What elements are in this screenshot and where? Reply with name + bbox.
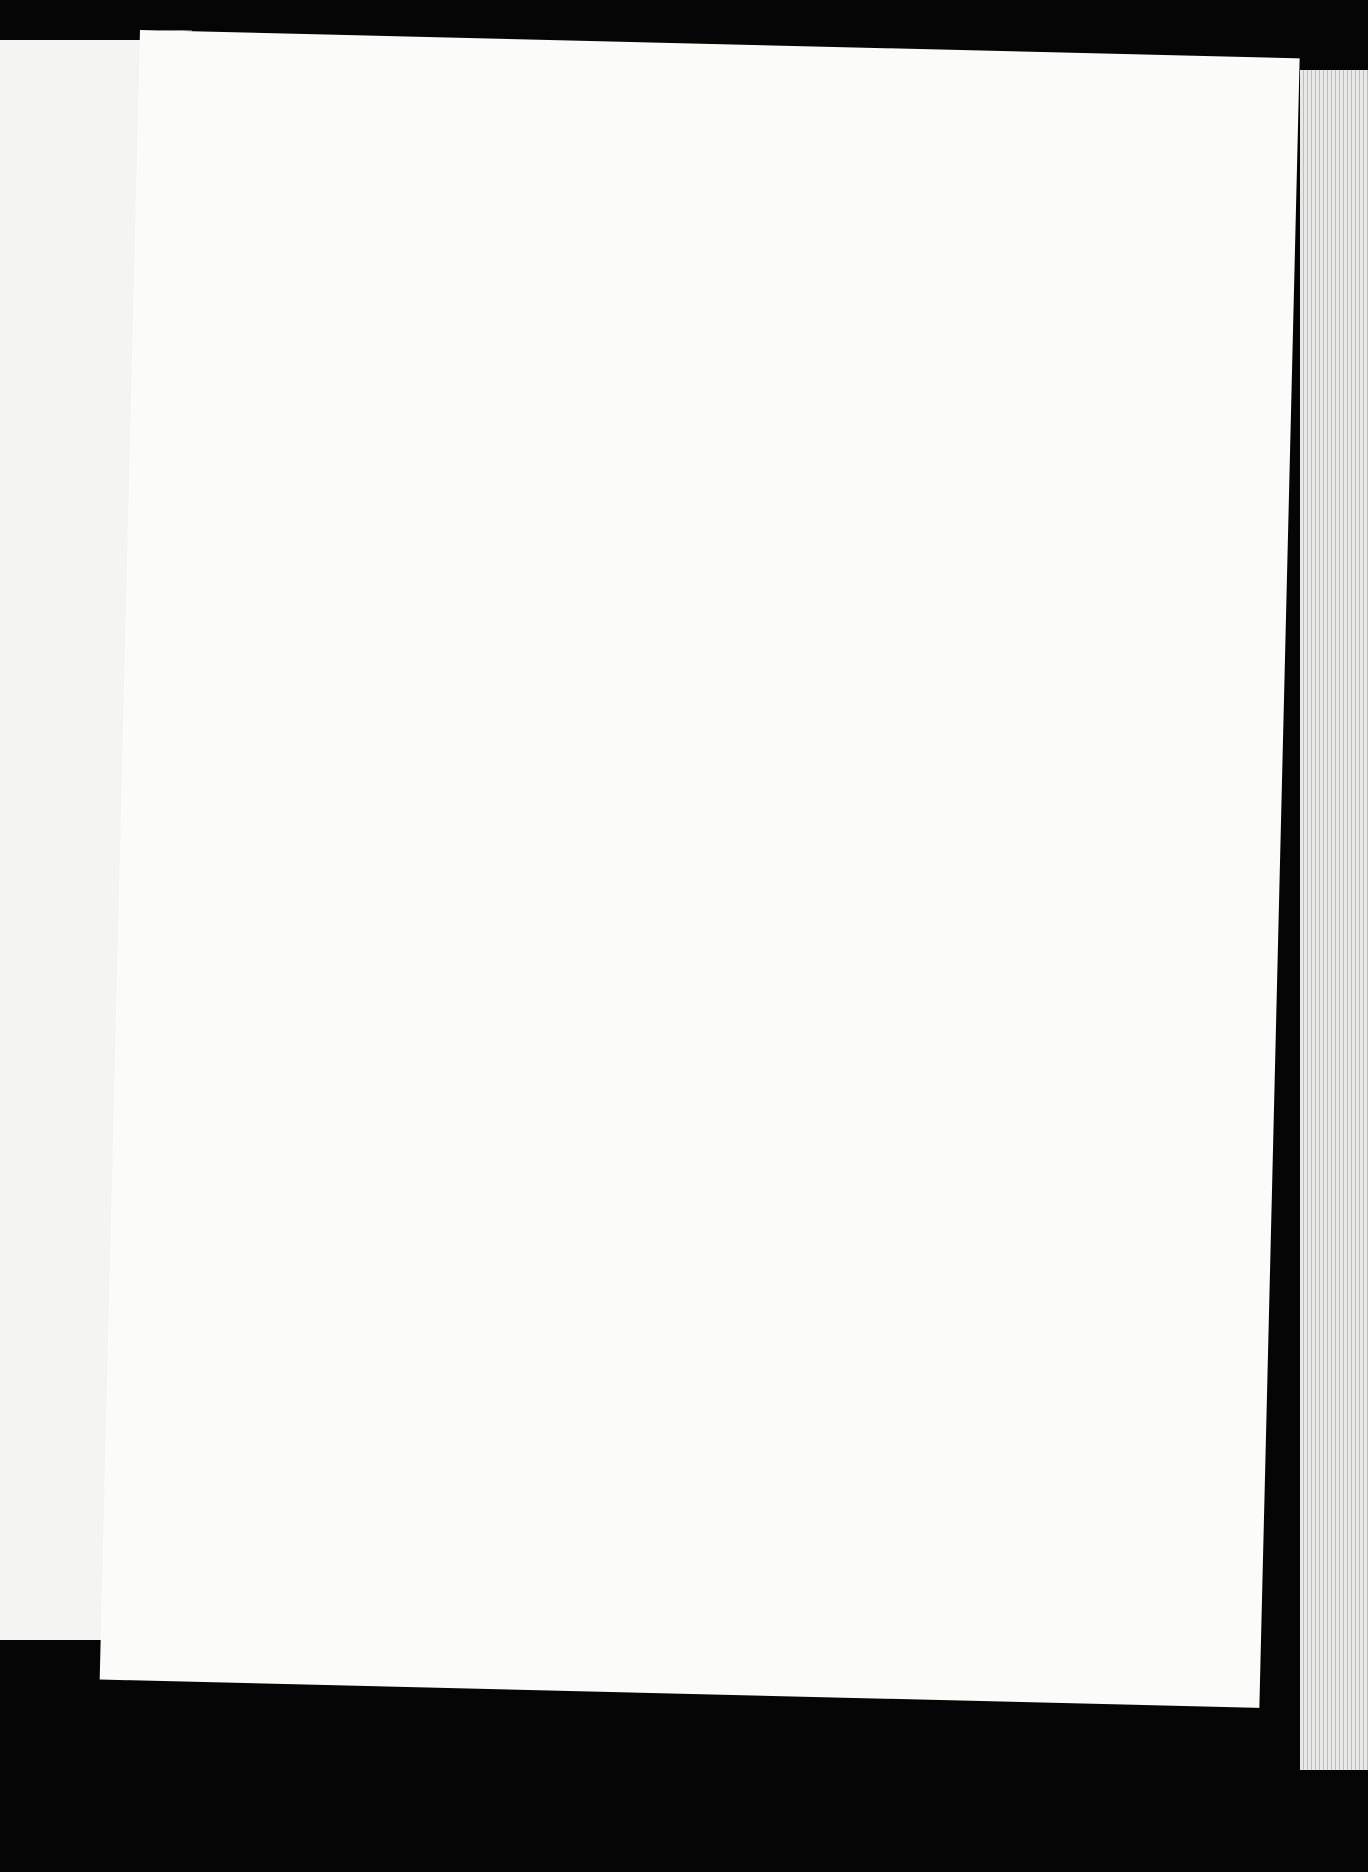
page-edges bbox=[1300, 70, 1368, 1770]
right-page bbox=[100, 30, 1300, 1708]
body-text bbox=[219, 187, 1131, 692]
